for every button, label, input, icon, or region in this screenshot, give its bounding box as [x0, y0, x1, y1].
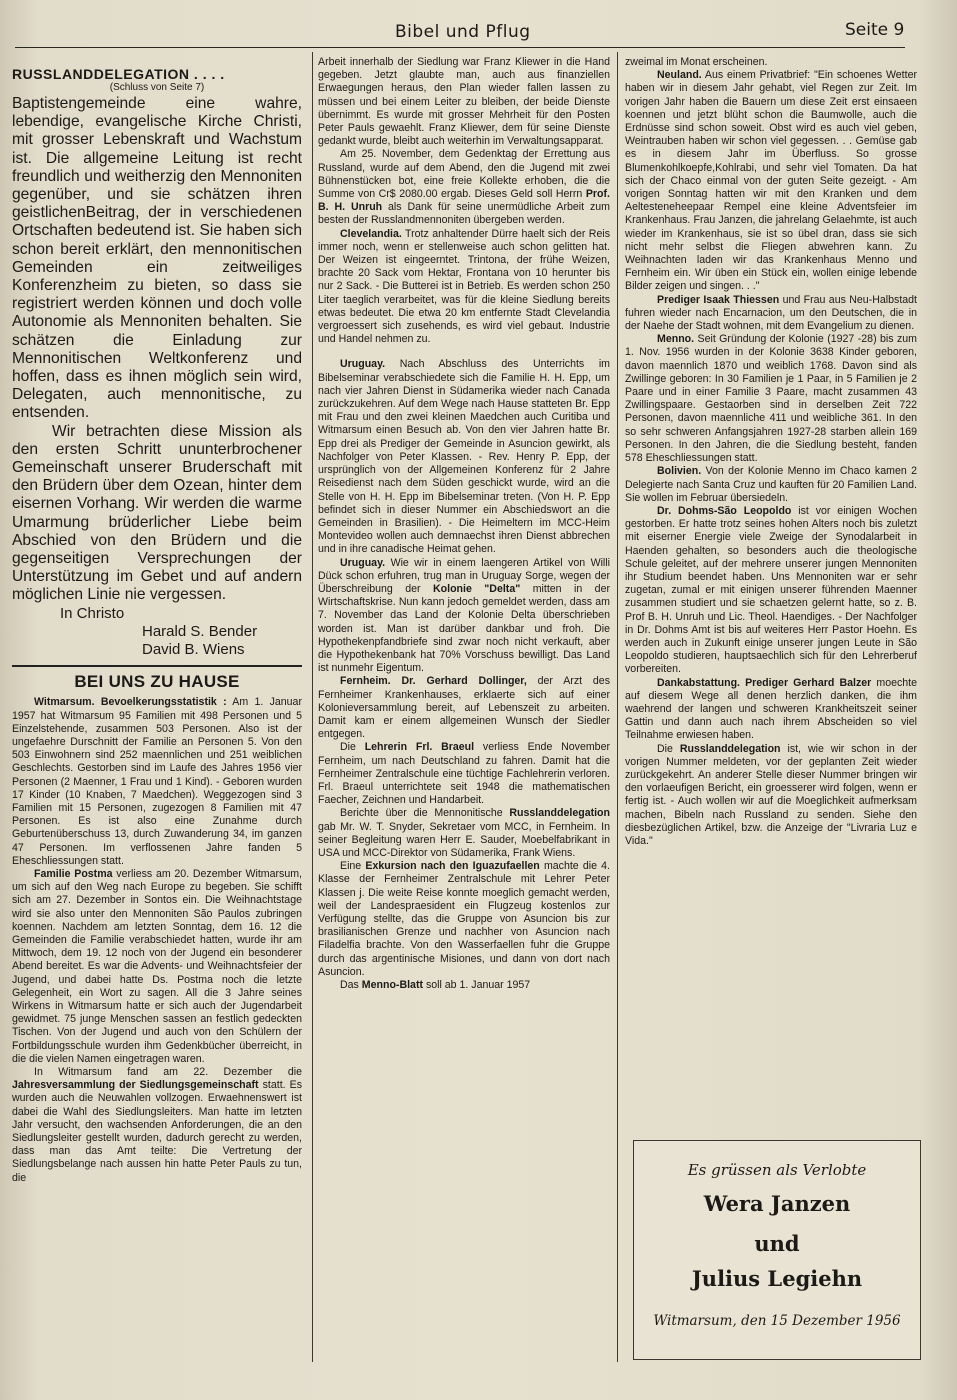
news-item-lead: Prof. B. H. Unruh [318, 188, 610, 214]
news-item-text: machte die 4. Klasse der Fernheimer Zentralschule mit Lehrer Peter Klassen j. Die weite Reise konnte moeglich gemacht werden, weil der Landespraesident ein Flugzeug kostenlos zur Verfügung stellte, das die Gruppe von Asuncion bis zur brasilianischen Grenze und nachher von Asuncion nach Filadelfia brachte. Von den Wasserfaellen fuhr die Gruppe durch das argentinische Misiones, und dann von dort nach Asuncion. [318, 860, 610, 978]
column-divider [617, 52, 618, 1362]
engagement-announcement [633, 1140, 921, 1360]
news-items [12, 696, 302, 1185]
news-item-lead: Russlanddelegation [509, 807, 610, 820]
news-item-text: Berichte über die Mennonitische [340, 807, 510, 820]
news-item-text: ist, wie wir schon in der vorigen Nummer meldeten, vor der geplanten Zeit wieder zurückgekehrt. An anderer Stelle dieser Nummer bringen wir den vorlaeufigen Bericht, ein groesserer wird folgen, wenn er fertig ist. - Auch wollen wir auf die Moeglichkeit aufmerksam machen, Bibeln nach Russland zu senden. Siehe den diesbezüglichen Artikel, bzw. die Anzeige der "Livraria Luz e Vida." [625, 742, 917, 847]
news-item-lead: Uruguay. [340, 556, 386, 569]
news-item [12, 696, 302, 868]
news-item-text: Eine [340, 860, 366, 873]
news-item-text: Von der Kolonie Menno im Chaco kamen 2 Delegierte nach Santa Cruz und kauften für 20 Familien Land. Sie wollen im Februar übersiedeln. [625, 465, 917, 504]
news-item-lead: Neuland. [657, 69, 702, 82]
news-item-text: Am 1. Januar 1957 hat Witmarsum 95 Familien mit 498 Personen und 5 Einzelstehende, zusammen 503 Personen. Also ist der ungefaehre Durschnitt der Familie an Personen 5. Von den 503 Einwohnern sind 252 maennlichen und 251 weiblichen Geschlechts. Gestorben sind im Laufe des Jahres 1956 vier Personen (2 Maenner, 1 Frau und 1 Kind). - Geboren wurden 17 Kinder (10 Knaben, 7 Maedchen). Weggezogen sind 3 Familien mit 15 Personen, zugezogen 8 Familien mit 47 Personen. Es ist also eine Zunahme durch Geburtenüberschuss 13, durch Zuwanderung 34, im ganzen 47 Personen. Im verflossenen Jahre fanden 5 Eheschliessungen statt. [12, 696, 302, 867]
paragraph: Wir betrachten diese Mission als den ersten Schritt ununterbrochener Gemeinschaft unserer Bruderschaft mit den Brüdern über dem Ozean, hinter dem eisernen Vorhang. Wir werden die warme Umarmung brüderlicher Liebe beim Abschied von den Brüdern und die gegenseitigen Versprechungen der Unterstützung im Gebet und auf andern möglichen Linie nie vergessen. [12, 422, 302, 604]
news-item [318, 979, 610, 992]
news-item [625, 677, 917, 743]
news-item-lead: Kolonie "Delta" [433, 582, 521, 595]
news-item-lead: Dr. Dohms-São Leopoldo [657, 504, 792, 517]
news-item-text: Das [340, 979, 362, 992]
article-continuation-note: (Schluss von Seite 7) [109, 82, 205, 93]
news-item-lead: Menno-Blatt [361, 979, 423, 992]
news-item-text: mitten in der Wirtschaftskrise. Nun kann jedoch gemeldet werden, dass am 7. November das Land der Kolonie Delta überschrieben worden ist. Man ist darüber dankbar und froh. Die Hypothekenpfandbriefe sind zwar noch nicht verkauft, aber die Hypothekenbank hat 70% Vorschuss bewilligt. Das Land ist nunmehr Eigentum. [318, 582, 610, 675]
news-item-lead: Russlanddelegation [679, 742, 781, 755]
news-item-lead: Prediger Isaak Thiessen [657, 293, 780, 306]
news-item-lead: Uruguay. [340, 358, 386, 371]
announcement-conjunction: und [754, 1231, 800, 1256]
news-item [318, 741, 610, 807]
news-item-lead: Clevelandia. [340, 227, 402, 240]
news-item [318, 148, 610, 227]
section-heading: BEI UNS ZU HAUSE [74, 672, 240, 692]
news-item-text: Nach Abschluss des Unterrichts im Bibelseminar verabschiedete sich die Familie H. H. Epp, um nach vier Jahren Dienst in Südamerika wieder nach Canada zurückzukehren. Auf dem Wege nach Hause statteten Br. Epp mit Frau und den zwei kleinen Maedchen auch Curitiba und Witmarsum einen Besuch ab. Von den vier Jahren hatte Br. Epp drei als Prediger der Gemeinde in Asuncion gewirkt, als Nachfolger von Peter Klassen. - Rev. Henry P. Epp, der ursprünglich von der Allgemeinen Konferenz für 2 Jahre Reisedienst nach dem Süden geschickt wurde, wird an die Stelle von H. H. Epp im Bibelseminar treten. (Von H. P. Epp befindet sich in dieser Nummer ein Abschiedswort an die Gemeinden in Brasilien). - Die Heimeltern im MCC-Heim Montevideo wollen auch demnaechst ihren Dienst abbrechen und in ihre canadische Heimat gehen. [318, 358, 610, 556]
news-item-text: der Arzt des Fernheimer Krankenhauses, erklaerte sich auf einer Kolonieversammlung bereit, auf Lebenszeit zu arbeiten. Damit kam er einem allgemeinen Wunsch der Siedler entgegen. [318, 675, 610, 741]
news-item [12, 868, 302, 1066]
announcement-intro: Es grüssen als Verlobte [687, 1161, 867, 1179]
news-item-text: moechte auf diesem Wege all denen herzlich danken, die ihm waehrend der langen und schweren Krankheitszeit seiner Gattin und dann auch nach ihrem Abscheiden so viel Teilnahme erwiesen haben. [625, 676, 917, 742]
news-item-text: verliess Ende November Fernheim, um nach Deutschland zu fahren. Damit hat die Fernheimer Zentralschule eine tüchtige Fachlehrerin verloren. Frl. Braeul unterrichtete seit 1948 die mathematischen Faecher, Zeichnen und Handarbeit. [318, 741, 610, 807]
signature: Harald S. Bender [142, 622, 258, 640]
news-item-lead: Exkursion nach den Iguazufaellen [365, 860, 540, 873]
news-item [318, 675, 610, 741]
news-item [318, 807, 610, 860]
column-divider [312, 52, 313, 1362]
news-item [625, 333, 917, 465]
news-item [625, 743, 917, 849]
news-item [318, 557, 610, 676]
news-item-text: gab Mr. W. T. Snyder, Sekretaer vom MCC, in Fernheim. In seiner Begleitung waren Herr E. Sauder, Moebelfabrikant in USA und MCC-Direktor von Südamerika, Frank Wiens. [318, 820, 610, 859]
news-items [625, 56, 917, 848]
news-item-text: verliess am 20. Dezember Witmarsum, um sich auf den Weg nach Europe zu begeben. Sie schifft sich am 27. Dezember in Sontos ein. Die Weihnachtstage wird sie also unter den Mennoniten São Paulos zubringen koennen. Nachdem am letzten Sonntag, dem 16. 12 die Gemeinden die Familie verabschiedet hatten, wurde ihr am Mittwoch, dem 19. 12 noch von der Jugend ein besonderer Abend bereitet. Es war die Advents- und Weihnachtsfeier der Jugend, und dabei hatte Ds. Postma noch die letzte Gelegenheit, ein Wort zu sagen. All die 3 Jahre seines Wirkens in Witmarsum hatte er sich auch der Jugendarbeit gewidmet. 75 junge Menschen sassen an festlich gedeckten Tischen. Von der Jugend und auch von den Schülern der Fortbildungsschule wurden ihm Gedenkbücher überreicht, in die die vielen Namen eingetragen waren. [12, 867, 302, 1065]
news-item-lead: Familie Postma [34, 867, 113, 880]
news-item [625, 294, 917, 334]
news-item-text: Am 25. November, dem Gedenktag der Errettung aus Russland, wurde auf dem Abend, den die Jugend mit zwei Bühnenstücken bot, eine freie Kollekte erhoben, die die Summe von Cr$ 2080.00 ergab. Dieses Geld soll Herrn [318, 148, 610, 201]
news-item-text: Seit Gründung der Kolonie (1927 -28) bis zum 1. Nov. 1956 wurden in der Kolonie 3638 Kinder geboren, davon maennlich 1870 und weiblich 1768. Davon sind als Zwillinge geboren: In 30 Familien je 1 Paar, in 5 Familien je 2 Paare und in einer Familie 3 Paare, macht zusammen 43 Zwillingspaare. Gestaorben sind in derselben Zeit 722 Personen, davon maennliche 411 und weibliche 361. In den so sehr schweren Anfangsjahren 1927-28 starben allein 169 Personen. In den Jahren, die die Siedlung besteht, fanden 578 Eheschliessungen statt. [625, 333, 917, 465]
news-item-text: Die [340, 741, 365, 754]
news-item-text: Arbeit innerhalb der Siedlung war Franz Kliewer in die Hand gegeben. Jetzt glaubte man, auch aus finanziellen Erwaegungen heraus, den Plan wieder fallen lassen zu müssen und bei einem Leiter zu bleiben, der beide Dienste übernimmt. Es wurde mit grosser Mehrheit für den Posten Peter Pauls gewaehlt. Franz Kliewer, dem für seine Dienste gedankt wurde, bleibt auch weiterhin im Verwaltungsapparat. [318, 56, 610, 148]
news-item-text: soll ab 1. Januar 1957 [423, 979, 531, 992]
closing: In Christo [60, 604, 125, 622]
news-item-lead: Dankabstattung. Prediger Gerhard Balzer [657, 676, 872, 689]
news-item-lead: Witmarsum. Bevoelkerungsstatistik : [34, 696, 227, 709]
news-item-lead: Fernheim. Dr. Gerhard Dollinger, [340, 675, 527, 688]
news-item-text: ist vor einigen Wochen gestorben. Er hatte trotz seines hohen Alters noch bis zuletzt mit eiserner Energie viele Zweige der Synodalarbeit in Haenden gehalten, so besonders auch die theologische Schule geleitet, auf der mehrere unserer jungen Mennoniten ihr Studium beendet haben. Uns Mennoniten war er sehr zugetan, zumal er mit einigen unserer führenden Maenner zusammen studiert und sie schaetzen gelernt hatte, so z. B. Prof B. H. Unruh und Lic. Theol. Haendiges. - Der Nachfolger in Dr. Dohms Amt ist bis auf weiteres Herr Pastor Hoehn. Es werden auch in Zukunft einige unserer jungen Leute in São Leopoldo studieren, hauptsaechlich sich für den Lehrerberuf vorbereiten. [625, 504, 917, 676]
news-item [625, 465, 917, 505]
signature: David B. Wiens [142, 641, 245, 659]
column-1 [12, 56, 302, 1356]
column-3 [625, 56, 917, 1146]
news-item-text: als Dank für seine unermüdliche Arbeit zum besten der Russlandmennoniten übergeben werden. [318, 201, 610, 227]
paragraph: Baptistengemeinde eine wahre, lebendige, evangelische Kirche Christi, mit grosser Lebenskraft und Wachstum ist. Die allgemeine Leitung ist recht freundlich und weitherzig den Mennoniten gegenüber, und sie schätzen ihren geistlichenBeitrag, der in verschiedenen Ortschaften bedeutend ist. Sie haben sich schon bereit erklärt, den mennonitischen Gemeinden ein zeitweiliges Konferenzheim zu bieten, so dass sie registriert werden können und doch volle Autonomie als Mennoniten behalten. Sie schätzen die Einladung zur Mennonitischen Weltkonferenz und hoffen, dass es ihnen möglich sein wird, Delegaten, auch mennonitische, zu entsenden. [12, 95, 302, 422]
masthead-title: Bibel und Pflug [395, 22, 531, 42]
announcement-name: Julius Legiehn [691, 1266, 863, 1291]
news-item-text: Aus einem Privatbrief: "Ein schoenes Wetter haben wir in diesem Jahr gehabt, viel Regen zur Zeit. Im vorigen Jahr haben die Bauern um diese Zeit erst einsaeen koennen und jetzt blüht schon die Baumwolle, auch die Erdnüsse sind schon soweit. Obst wird es auch viel geben, Weintrauben haben wir schon viel gegessen. . . Gemüse gab es in diesem Jahr im Überfluss. So grosse Blumenkohlkoepfe,Kohlrabi, und sehr viel Tomaten. Da hat sich der Chaco einmal von der guten Seite gezeigt. - Am vorigen Sonntag hatten wir mit den Kranken und dem Aeltesteneheepaar Rempel eine kleine Adventsfeier im Krankenhaus. Frau Janzen, die jahrelang Gelaehmte, ist auch wieder im Krankenhaus, sie ist so übel dran, dass sie sich nicht mehr selbst die Fliegen abwehren kann. Zu Weihnachten laden wir das Krankenhaus Menno und Fernheim ein. Wir üben ein Stück ein, wollen einige lebende Bilder zeigen und singen. . ." [625, 69, 917, 293]
announcement-name: Wera Janzen [703, 1191, 851, 1216]
news-item [625, 505, 917, 677]
news-item-text: zweimal im Monat erscheinen. [625, 56, 768, 68]
news-item-text: Trotz anhaltender Dürre haelt sich der Reis immer noch, wenn er stellenweise auch schon gelitten hat. Der Weizen ist eingeerntet. Trintona, der frühe Weizen, brachte 20 Sack vom Hektar, Frontana von 10 herunter bis nur 2 Sack. - Die Butterei ist in Betrieb. Es werden schon 250 Liter taeglich verarbeitet, was für die kleine Siedlung bereits etwas bedeutet. Die etwa 20 km entfernte Stadt Clevelandia vergroessert sich zusehends, es wird viel gebaut. Industrie und Handel nehmen zu. [318, 227, 610, 346]
news-item-text: statt. Es wurden auch die Neuwahlen vollzogen. Erwaehnenswert ist dabei die Wahl des Siedlungsleiters. Man hatte im letzten Jahr versucht, den wachsenden Anforderungen, die an den Siedlungsleiter gestellt wurden, dadurch gerecht zu werden, dass man das Amt teilte: Die Vertretung der Siedlungsbelange nach aussen hin hatte Peter Pauls zu tun, die [12, 1079, 302, 1184]
news-item-lead: Jahresversammlung der Siedlungsgemeinschaft [12, 1079, 259, 1092]
news-item [625, 56, 917, 69]
news-item-text: Die [657, 742, 680, 755]
news-item-text: und Frau aus Neu-Halbstadt fuhren wieder nach Encarnacion, um den Deutschen, die in der Naehe der Stadt wohnen, mit dem Evangelium zu dienen. [625, 293, 917, 333]
news-items [318, 56, 610, 992]
news-item-text: Wie wir in einem laengeren Artikel von Willi Dück schon erfuhren, trug man in Uruguay Sorge, wegen der Überschreibung der [318, 556, 610, 595]
news-item-lead: Lehrerin Frl. Braeul [364, 741, 475, 754]
section-rule [12, 665, 302, 667]
page-number: Seite 9 [845, 20, 905, 40]
news-item [318, 56, 610, 148]
announcement-place-date: Witmarsum, den 15 Dezember 1956 [653, 1313, 901, 1329]
news-item [318, 228, 610, 347]
column-2 [318, 56, 610, 1356]
article-body [12, 95, 302, 605]
news-item-lead: Menno. [657, 333, 695, 346]
header-rule [15, 47, 905, 48]
news-item [12, 1066, 302, 1185]
news-item-text: In Witmarsum fand am 22. Dezember die [34, 1065, 302, 1078]
news-item [625, 69, 917, 293]
news-item [318, 358, 610, 556]
article-headline: RUSSLANDDELEGATION . . . . [12, 66, 225, 82]
news-item-lead: Bolivien. [657, 465, 702, 478]
news-item [318, 860, 610, 979]
